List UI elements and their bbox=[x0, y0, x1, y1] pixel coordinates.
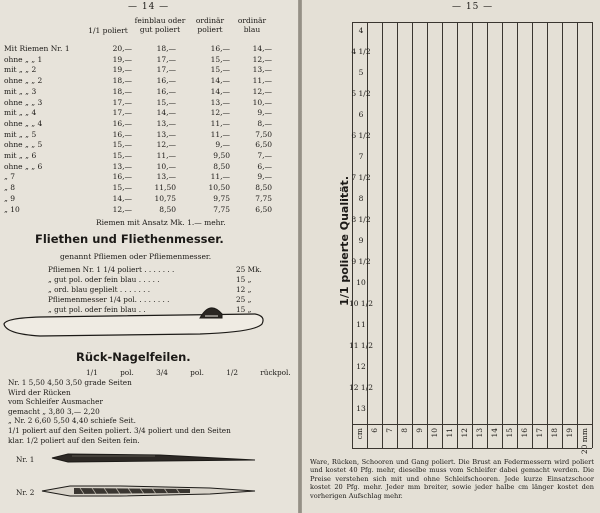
column-header: 18 bbox=[549, 428, 559, 438]
price-cell: 14,— bbox=[156, 108, 176, 118]
row-label: „ 10 bbox=[4, 204, 20, 214]
nagelfeilen-line: gemacht „ 3,80 3,— 2,20 bbox=[8, 406, 100, 416]
row-label: ohne „ „ 6 bbox=[4, 161, 43, 171]
column-header: cm bbox=[354, 428, 364, 440]
price-cell: 15,— bbox=[112, 151, 132, 160]
price-cell: 9,50 bbox=[213, 151, 230, 160]
size-label: 12 1/2 bbox=[349, 383, 373, 392]
column-rule bbox=[427, 22, 428, 448]
size-label: 4 bbox=[358, 26, 364, 35]
price-cell: 7,50 bbox=[255, 129, 272, 139]
price-cell: 6,50 bbox=[255, 140, 272, 150]
size-label: 11 1/2 bbox=[349, 341, 373, 350]
price-cell: 11,— bbox=[210, 172, 230, 182]
price-cell: 17,— bbox=[112, 97, 132, 107]
column-rule bbox=[442, 22, 443, 448]
row-label: „ 8 bbox=[4, 183, 16, 193]
section-title-nagelfeilen: Rück-Nagelfeilen. bbox=[76, 350, 191, 364]
price-cell: 17,— bbox=[156, 65, 176, 75]
price-cell: 13,— bbox=[156, 118, 176, 128]
column-rule bbox=[577, 22, 578, 448]
price-cell: 12,— bbox=[210, 108, 230, 118]
size-label: 10 bbox=[356, 278, 366, 287]
price-cell: 15,— bbox=[156, 97, 176, 107]
column-rule bbox=[412, 22, 413, 448]
price-cell: 7,— bbox=[257, 151, 272, 160]
row-label: ohne „ „ 5 bbox=[4, 140, 43, 150]
price-cell: 13,— bbox=[210, 97, 230, 107]
row-label: mit „ „ 5 bbox=[4, 129, 37, 139]
column-header: 7 bbox=[384, 428, 394, 433]
row-label: Mit Riemen Nr. 1 bbox=[4, 44, 70, 53]
price-cell: 16,— bbox=[112, 172, 132, 182]
price-cell: 11,— bbox=[210, 118, 230, 128]
price-cell: 13,— bbox=[252, 65, 272, 75]
column-header: 8 bbox=[399, 428, 409, 433]
column-header: 15 bbox=[504, 428, 514, 438]
price-cell: 17,— bbox=[156, 54, 176, 64]
page-number-right: — 15 — bbox=[452, 2, 494, 12]
column-rule bbox=[562, 22, 563, 448]
col-header-3: ordinär poliert bbox=[195, 16, 225, 34]
price-cell: 10,— bbox=[156, 161, 176, 171]
nail-file-nr1-illustration bbox=[50, 448, 260, 468]
price-cell: 7,75 bbox=[213, 204, 230, 214]
table-border bbox=[592, 22, 593, 448]
fliethen-item-label: Pfliemen Nr. 1 1/4 poliert . . . . . . . bbox=[48, 265, 175, 274]
price-cell: 8,50 bbox=[213, 161, 230, 171]
column-header: 17 bbox=[534, 428, 544, 438]
price-cell: 16,— bbox=[156, 86, 176, 96]
size-label: 6 1/2 bbox=[351, 131, 371, 140]
price-cell: 15,— bbox=[112, 183, 132, 193]
price-cell: 14,— bbox=[252, 44, 272, 53]
price-cell: 10,75 bbox=[154, 193, 176, 203]
price-cell: 13,— bbox=[112, 161, 132, 171]
size-label: 7 1/2 bbox=[351, 173, 371, 182]
row-label: mit „ „ 4 bbox=[4, 108, 37, 118]
price-cell: 19,— bbox=[112, 54, 132, 64]
price-cell: 6,— bbox=[257, 161, 272, 171]
price-cell: 19,— bbox=[112, 65, 132, 75]
nagelfeilen-line: „ Nr. 2 6,60 5,50 4,40 schiefe Seit. bbox=[8, 416, 136, 426]
page-number-left: — 14 — bbox=[128, 2, 170, 12]
fliethen-item-label: Pfliemenmesser 1/4 pol. . . . . . . . bbox=[48, 295, 170, 304]
price-cell: 10,— bbox=[252, 97, 272, 107]
figure-label-nr2: Nr. 2 bbox=[16, 488, 35, 497]
size-label: 7 bbox=[358, 152, 364, 161]
column-rule bbox=[517, 22, 518, 448]
column-header: 14 bbox=[489, 428, 499, 438]
nagelfeilen-line: Nr. 1 5,50 4,50 3,50 grade Seiten bbox=[8, 378, 132, 387]
column-rule bbox=[382, 22, 383, 448]
price-cell: 16,— bbox=[210, 44, 230, 53]
size-label: 12 bbox=[356, 362, 366, 371]
row-label: ohne „ „ 3 bbox=[4, 97, 43, 107]
column-header: 9 bbox=[414, 428, 424, 433]
size-label: 5 1/2 bbox=[351, 89, 371, 98]
footnote: Ware, Rücken, Schooren und Gang poliert. Die Brust an Federmessern wird poliert und kostet 40 Pfg. mehr, dieselbe muss vom Schleifer dabei gemacht werden. Die Preise verstehen sich mit und ohne Schleifschooren. Jede kurze Einsatzschoor kostet 20 Pfg. mehr. Jeder mm breiter, sowie jeder halbe cm länger kostet den vorherigen Aufschlag mehr. bbox=[310, 458, 594, 500]
column-header: 20 mm bbox=[579, 428, 589, 455]
nagelfeilen-line: vom Schleifer Ausmacher bbox=[8, 397, 103, 407]
price-cell: 14,— bbox=[112, 193, 132, 203]
size-label: 11 bbox=[356, 320, 366, 329]
price-cell: 18,— bbox=[156, 44, 176, 53]
price-cell: 17,— bbox=[112, 108, 132, 118]
figure-label-nr1: Nr. 1 bbox=[16, 455, 35, 464]
price-cell: 15,— bbox=[112, 140, 132, 150]
price-cell: 12,— bbox=[252, 54, 272, 64]
col-header-4: ordinär blau bbox=[237, 16, 267, 34]
row-label: mit „ „ 6 bbox=[4, 151, 37, 160]
nail-file-nr2-illustration bbox=[40, 480, 260, 502]
col-header-2: feinblau oder gut poliert bbox=[134, 16, 186, 34]
column-rule bbox=[532, 22, 533, 448]
price-cell: 9,— bbox=[257, 172, 272, 182]
row-label: ohne „ „ 2 bbox=[4, 76, 43, 86]
size-label: 6 bbox=[358, 110, 364, 119]
price-cell: 18,— bbox=[112, 86, 132, 96]
column-rule bbox=[397, 22, 398, 448]
nagelfeilen-line: klar. 1/2 poliert auf den Seiten fein. bbox=[8, 435, 140, 445]
size-label: 9 1/2 bbox=[351, 257, 371, 266]
price-cell: 9,— bbox=[257, 108, 272, 118]
section-subtitle-fliethen: genannt Pfliemen oder Pfliemenmesser. bbox=[60, 252, 212, 261]
fliethen-item-label: „ ord. blau geplielt . . . . . . . bbox=[48, 285, 151, 294]
column-rule bbox=[547, 22, 548, 448]
price-cell: 11,50 bbox=[154, 183, 176, 193]
price-cell: 12,— bbox=[112, 204, 132, 214]
nagelfeilen-line: 1/1 poliert auf den Seiten poliert. 3/4 poliert und den Seiten bbox=[8, 426, 231, 435]
row-label: ohne „ „ 4 bbox=[4, 118, 43, 128]
column-header: 12 bbox=[459, 428, 469, 438]
nagelfeilen-headers: 1/1 pol. 3/4 pol. 1/2 rückpol. bbox=[86, 368, 291, 377]
column-header: 13 bbox=[474, 428, 484, 438]
price-cell: 9,75 bbox=[213, 193, 230, 203]
column-header: 11 bbox=[444, 428, 454, 438]
price-cell: 8,50 bbox=[159, 204, 176, 214]
price-cell: 18,— bbox=[112, 76, 132, 86]
price-cell: 11,— bbox=[156, 151, 176, 160]
column-rule bbox=[502, 22, 503, 448]
size-label: 8 1/2 bbox=[351, 215, 371, 224]
price-cell: 11,— bbox=[210, 129, 230, 139]
column-header: 10 bbox=[429, 428, 439, 438]
size-label: 4 1/2 bbox=[351, 47, 371, 56]
price-cell: 16,— bbox=[156, 76, 176, 86]
price-cell: 16,— bbox=[112, 129, 132, 139]
fliethen-item-price: 15 „ bbox=[236, 305, 252, 314]
table-title: 1/1 polierte Qualität. bbox=[338, 176, 351, 306]
knife-blade-illustration bbox=[0, 300, 270, 346]
size-label: 5 bbox=[358, 68, 364, 77]
left-page bbox=[0, 0, 298, 513]
row-label: mit „ „ 3 bbox=[4, 86, 37, 96]
column-header: 6 bbox=[369, 428, 379, 433]
price-cell: 20,— bbox=[112, 44, 132, 53]
col-header-1: 1/1 poliert bbox=[88, 26, 128, 35]
right-page bbox=[302, 0, 600, 513]
price-cell: 6,50 bbox=[255, 204, 272, 214]
table-border bbox=[352, 448, 592, 449]
price-cell: 11,— bbox=[252, 76, 272, 86]
size-label: 10 1/2 bbox=[349, 299, 373, 308]
size-label: 9 bbox=[358, 236, 364, 245]
price-cell: 14,— bbox=[210, 76, 230, 86]
size-label: 8 bbox=[358, 194, 364, 203]
price-cell: 13,— bbox=[156, 172, 176, 182]
column-rule bbox=[472, 22, 473, 448]
column-rule bbox=[487, 22, 488, 448]
size-label: 13 bbox=[356, 404, 366, 413]
price-cell: 15,— bbox=[210, 54, 230, 64]
column-header: 19 bbox=[564, 428, 574, 438]
price-cell: 14,— bbox=[210, 86, 230, 96]
price-cell: 8,50 bbox=[255, 183, 272, 193]
fliethen-item-price: 25 „ bbox=[236, 295, 252, 304]
column-header: 16 bbox=[519, 428, 529, 438]
price-cell: 12,— bbox=[252, 86, 272, 96]
price-cell: 15,— bbox=[210, 65, 230, 75]
price-cell: 8,— bbox=[257, 118, 272, 128]
price-cell: 13,— bbox=[156, 129, 176, 139]
row-label: mit „ „ 2 bbox=[4, 65, 37, 75]
nagelfeilen-line: Wird der Rücken bbox=[8, 387, 71, 397]
fliethen-item-price: 12 „ bbox=[236, 285, 252, 294]
column-rule bbox=[457, 22, 458, 448]
fliethen-item-label: „ gut pol. oder fein blau . . . . . bbox=[48, 275, 160, 284]
section-title-fliethen: Fliethen und Fliethenmesser. bbox=[35, 232, 224, 246]
row-label: ohne „ „ 1 bbox=[4, 54, 43, 64]
row-label: „ 7 bbox=[4, 172, 16, 182]
price-cell: 10,50 bbox=[208, 183, 230, 193]
fliethen-item-price: 25 Mk. bbox=[236, 265, 262, 274]
price-cell: 9,— bbox=[215, 140, 230, 150]
fliethen-item-label: „ gut pol. oder fein blau . . bbox=[48, 305, 146, 314]
price-cell: 7,75 bbox=[255, 193, 272, 203]
row-label: „ 9 bbox=[4, 193, 16, 203]
riemen-note: Riemen mit Ansatz Mk. 1.— mehr. bbox=[96, 218, 226, 227]
price-cell: 16,— bbox=[112, 118, 132, 128]
price-cell: 12,— bbox=[156, 140, 176, 150]
fliethen-item-price: 15 „ bbox=[236, 275, 252, 284]
